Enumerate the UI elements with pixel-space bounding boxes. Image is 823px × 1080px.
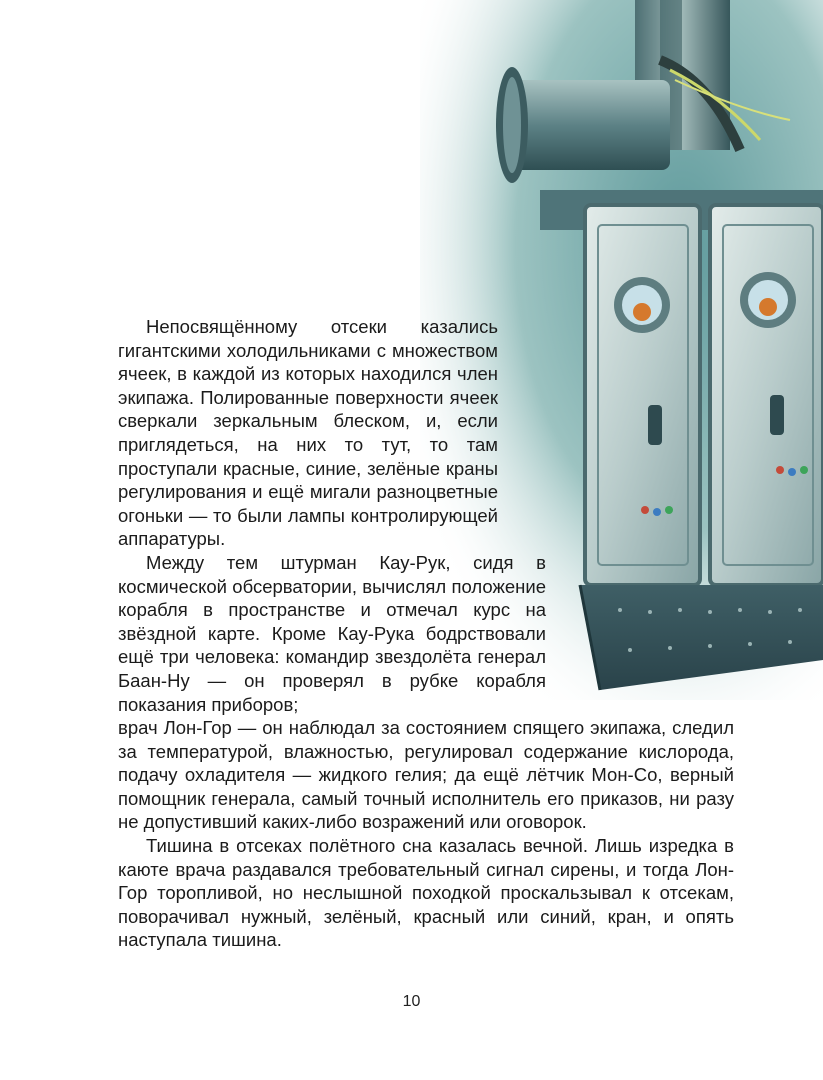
text-column-mid: [118, 551, 546, 716]
paragraph-2-continued: врач Лон-Гор — он наблюдал за состоянием спящего экипажа, следил за температурой, влажностью, регулировал содержание кислорода, подачу охладителя — жидкого гелия; да ещё лётчик Мон-Со, верный помощник генерала, самый точный исполнитель его приказов, ни разу не допустивший каких-либо возражений или оговорок.: [118, 717, 734, 833]
paragraph-2: Между тем штурман Кау-Рук, сидя в космической обсерватории, вычислял положение корабля в пространстве и отмечал курс на звёздной карте. Кроме Кау-Рука бодрствовали ещё три человека: командир звездолёта генерал Баан-Ну — он проверял в рубке корабля показания приборов;: [118, 552, 546, 715]
text-column-narrow: [118, 315, 498, 551]
paragraph-1: Непосвящённому отсеки казались гигантскими холодильниками с множеством ячеек, в каждой из которых находился член экипажа. Полированные поверхности ячеек сверкали зеркальным блеском, и, если приглядеться, на них то тут, то там проступали красные, синие, зелёные краны регулирования и ещё мигали разноцветные огоньки — то были лампы контролирующей аппаратуры.: [118, 316, 498, 550]
text-column-full: [118, 716, 734, 952]
page-number: 10: [402, 993, 421, 1010]
paragraph-3: Тишина в отсеках полётного сна казалась вечной. Лишь изредка в каюте врача раздавался требовательный сигнал сирены, и тогда Лон-Гор торопливой, но неслышной походкой проскальзывал к отсекам, поворачивал нужный, зелёный, красный или синий, кран, и опять наступала тишина.: [118, 834, 734, 951]
